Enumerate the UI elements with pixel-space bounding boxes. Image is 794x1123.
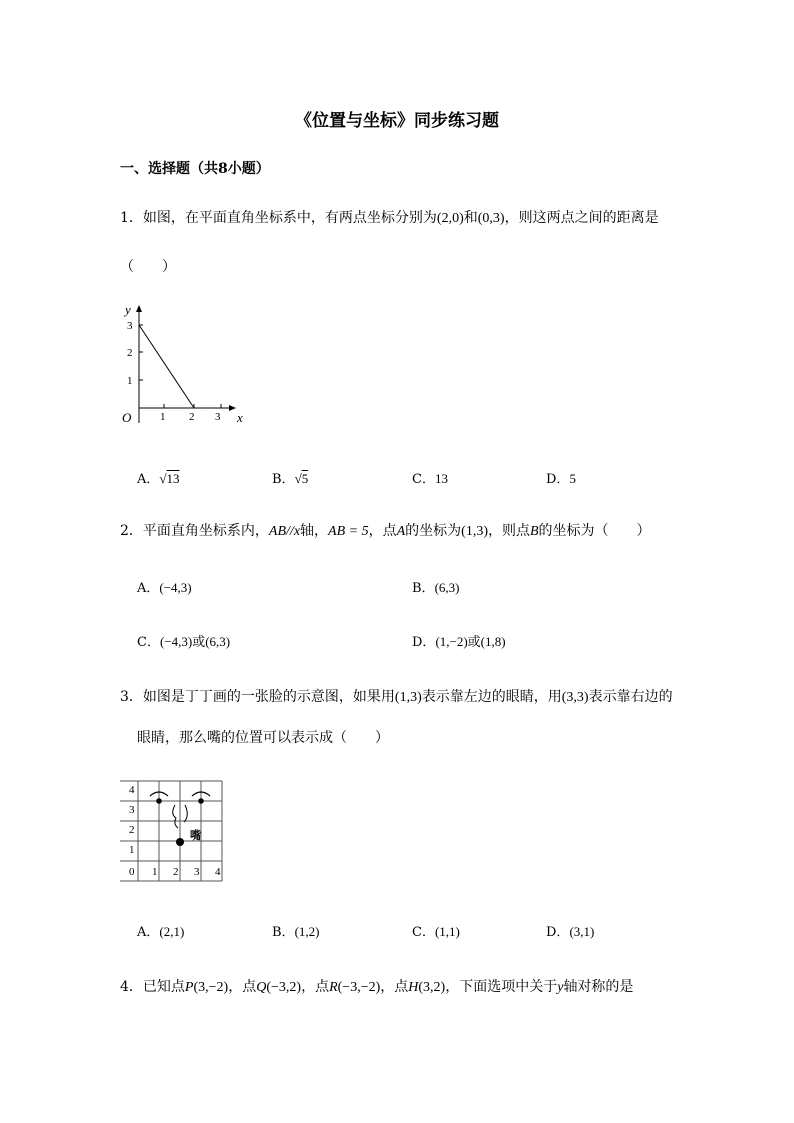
x-axis-label: x — [237, 410, 243, 425]
question-text: 轴对称的是 — [563, 979, 634, 995]
option-label: C． — [412, 925, 435, 940]
option-a[interactable] — [137, 577, 192, 596]
option-value: 5 — [569, 471, 576, 486]
math-var: y — [557, 980, 564, 995]
option-label: A． — [137, 472, 160, 487]
option-label: D． — [546, 472, 570, 487]
sqrt-icon: √ — [159, 471, 167, 486]
col-label: 4 — [215, 866, 221, 878]
col-label: 3 — [194, 866, 200, 878]
coordinate: (2,0) — [436, 211, 464, 226]
question-text: 平面直角坐标系内， — [142, 523, 269, 539]
answer-paren: （ ） — [120, 259, 176, 275]
x-tick-label: 1 — [160, 411, 166, 423]
option-value: (1,2) — [294, 924, 320, 939]
coordinate: (1,3) — [461, 524, 488, 539]
question-text: ，则点 — [487, 523, 530, 539]
option-value: 13 — [166, 471, 180, 486]
option-label: A． — [137, 925, 160, 940]
y-axis-label: y — [125, 302, 131, 317]
question-number: 3． — [120, 689, 143, 705]
question-number: 1． — [120, 210, 143, 226]
option-value: (−4,3)或(6,3) — [159, 634, 231, 649]
col-label: 1 — [152, 866, 158, 878]
option-label: B． — [412, 581, 435, 596]
right-eye — [198, 798, 204, 804]
option-d[interactable] — [412, 631, 506, 650]
math-var: x — [293, 524, 301, 539]
question-text: ，点 — [368, 523, 397, 539]
math-var: B — [529, 524, 539, 539]
question-text: ，则这两点之间的距离是 — [504, 210, 659, 226]
y-tick-label: 3 — [127, 320, 133, 332]
mouth-label: 嘴 — [190, 830, 201, 842]
option-label: C． — [137, 635, 160, 650]
question-text: ，下面选项中关于 — [445, 979, 558, 995]
math-var: R — [329, 980, 338, 995]
sqrt-icon: √ — [294, 471, 302, 486]
option-b[interactable] — [272, 468, 308, 487]
left-eye — [156, 798, 162, 804]
coordinate: (−3,2) — [266, 980, 302, 995]
mouth-point — [176, 838, 184, 846]
option-value: (3,1) — [569, 924, 595, 939]
option-label: D． — [546, 925, 570, 940]
coordinate: (3,3) — [561, 690, 589, 705]
option-a[interactable] — [137, 921, 184, 940]
option-d[interactable] — [546, 921, 594, 940]
y-axis-arrow — [136, 305, 142, 312]
question-text: 的坐标为（ ） — [538, 523, 651, 539]
question-text: 和 — [463, 210, 478, 226]
math-var: Q — [256, 980, 267, 995]
question-text: 已知点 — [142, 979, 185, 995]
row-label: 4 — [129, 784, 135, 796]
option-value: (−4,3) — [159, 580, 192, 595]
option-label: B． — [272, 925, 295, 940]
q3-face-grid — [118, 778, 228, 886]
question-2 — [120, 520, 651, 540]
math-var: AB — [268, 524, 287, 539]
question-3 — [120, 686, 673, 706]
math-expression: AB = 5 — [328, 524, 369, 539]
row-label: 1 — [129, 844, 135, 856]
row-label: 0 — [129, 866, 135, 878]
option-value: (6,3) — [434, 580, 460, 595]
option-label: A． — [137, 581, 160, 596]
page-title: 《位置与坐标》同步练习题 — [295, 111, 499, 131]
y-tick-label: 1 — [127, 375, 133, 387]
coordinate: (1,3) — [394, 690, 422, 705]
section-heading: 一、选择题（共8小题） — [120, 161, 270, 177]
question-number: 2． — [120, 523, 143, 539]
question-text: ，点 — [380, 979, 409, 995]
origin-label: O — [122, 410, 132, 425]
option-c[interactable] — [412, 921, 460, 940]
q1-coordinate-figure — [112, 298, 247, 430]
question-text: 如图是丁丁画的一张脸的示意图，如果用 — [142, 689, 395, 705]
option-value: 13 — [434, 471, 448, 486]
option-value: (1,1) — [434, 924, 460, 939]
coordinate: (0,3) — [477, 211, 505, 226]
option-b[interactable] — [412, 577, 459, 596]
option-a[interactable] — [137, 468, 180, 487]
question-1 — [120, 207, 659, 227]
y-tick-label: 2 — [127, 347, 133, 359]
option-label: C． — [412, 472, 435, 487]
question-text: ，点 — [301, 979, 330, 995]
option-d[interactable] — [546, 468, 576, 487]
row-label: 2 — [129, 824, 135, 836]
math-symbol: // — [286, 524, 294, 539]
question-text: 轴， — [300, 523, 329, 539]
x-tick-label: 3 — [215, 411, 221, 423]
question-4 — [120, 976, 633, 996]
question-text: 如图，在平面直角坐标系中，有两点坐标分别为 — [142, 210, 437, 226]
question-number: 4． — [120, 979, 143, 995]
option-value: (2,1) — [159, 924, 185, 939]
option-b[interactable] — [272, 921, 319, 940]
question-text: ，点 — [228, 979, 257, 995]
option-label: D． — [412, 635, 436, 650]
question-3-line-2: 眼睛，那么嘴的位置可以表示成（ ） — [137, 730, 389, 746]
question-text: 表示靠左边的眼睛，用 — [421, 689, 562, 705]
option-c[interactable] — [412, 468, 448, 487]
math-var: A — [396, 524, 406, 539]
question-text: 表示靠右边的 — [588, 689, 673, 705]
x-tick-label: 2 — [189, 411, 195, 423]
math-var: H — [408, 980, 419, 995]
coordinate: (3,2) — [418, 980, 446, 995]
col-label: 2 — [173, 866, 179, 878]
x-axis-arrow — [229, 405, 236, 411]
option-c[interactable] — [137, 631, 230, 650]
segment-line — [139, 325, 194, 408]
math-var: P — [184, 980, 194, 995]
option-value: 5 — [301, 471, 309, 486]
coordinate: (−3,−2) — [337, 980, 381, 995]
option-value: (1,−2)或(1,8) — [435, 634, 506, 649]
option-label: B． — [272, 472, 295, 487]
coordinate: (3,−2) — [193, 980, 229, 995]
row-label: 3 — [129, 804, 135, 816]
question-text: 的坐标为 — [405, 523, 462, 539]
